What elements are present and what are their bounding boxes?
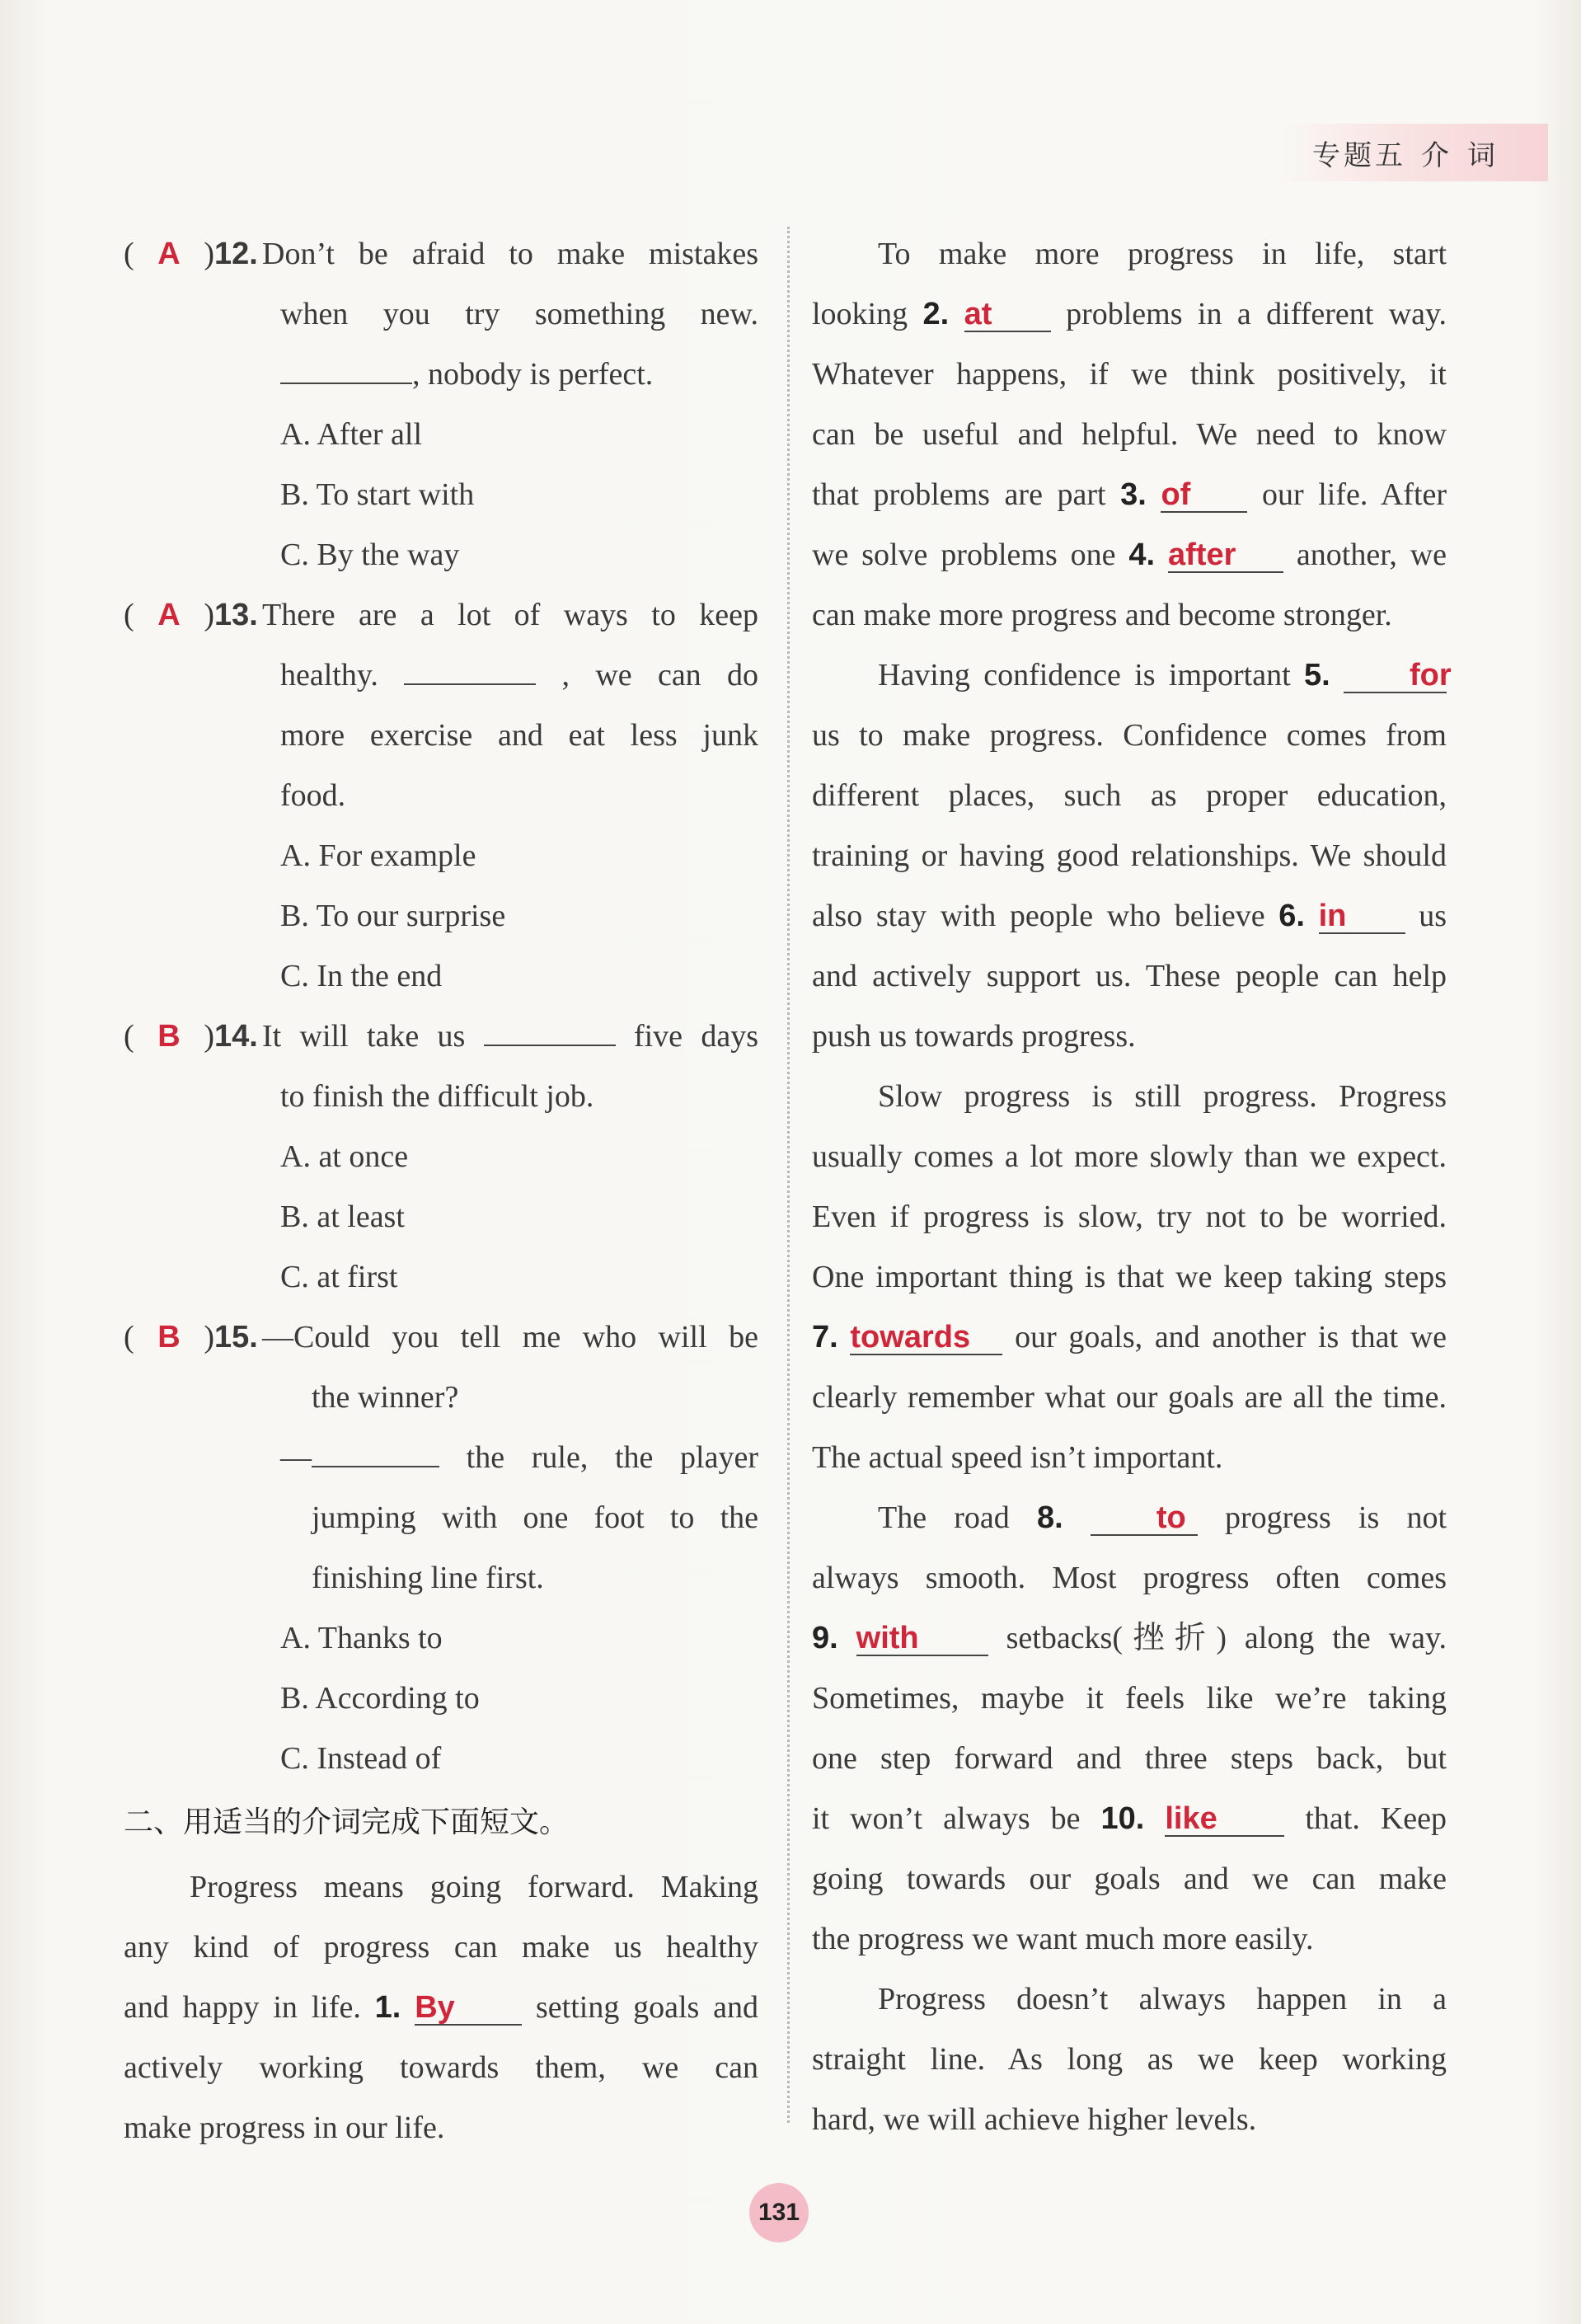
answer-blank[interactable] [404,659,536,685]
option-b: B. To our surprise [280,899,506,933]
page-number-badge: 131 [749,2183,809,2242]
passage-line: Progress means going forward. Making [190,1870,758,1904]
answer-letter: A [157,237,181,271]
header-title-b: 词 [1467,139,1499,172]
passage-line: usually comes a lot more slowly than we expect. [812,1139,1447,1174]
question-14 [124,1007,758,1308]
page-header [1279,124,1548,181]
fill-blank-10[interactable]: like [1165,1802,1284,1837]
passage-line: Whatever happens, if we think positively, it [812,357,1447,392]
fill-blank-7[interactable]: towards [850,1321,1002,1355]
passage-paragraph-4 [812,1067,1447,1488]
fill-blank-6[interactable]: in [1319,899,1405,934]
option-b: B. at least [280,1200,405,1234]
option-b: B. To start with [280,477,475,512]
passage-line: it won’t always be 10. like that. Keep [812,1801,1447,1836]
passage-line: clearly remember what our goals are all the time. [812,1380,1447,1415]
question-stem-line: There are a lot of ways to keep [262,598,758,632]
passage-paragraph-3 [812,646,1452,1067]
passage-line: can make more progress and become stronger. [812,598,1392,632]
passage-paragraph-1 [124,1857,758,2158]
answer-letter: A [157,598,181,632]
fill-blank-2[interactable]: at [964,298,1051,332]
passage-line: training or having good relationships. We should [812,838,1447,873]
question-15 [124,1308,758,1789]
passage-line: and happy in life. 1. By setting goals and [124,1990,759,2025]
question-stem-line: more exercise and eat less junk [280,718,758,753]
left-column [124,224,758,2158]
passage-line: also stay with people who believe 6. in us [812,899,1447,933]
fill-blank-5[interactable]: for [1344,659,1447,693]
passage-line: push us towards progress. [812,1019,1136,1054]
header-title-a: 介 [1421,139,1452,172]
section-title: 二、用适当的介词完成下面短文。 [124,1805,570,1839]
question-stem-line: food. [280,778,346,813]
passage-line: 7. towards our goals, and another is that we [812,1320,1447,1354]
passage-line: the progress we want much more easily. [812,1922,1314,1956]
fill-blank-4[interactable]: after [1168,538,1283,573]
question-12 [124,224,758,585]
question-stem-line: jumping with one foot to the [312,1500,758,1535]
answer-paren: ( B ) [124,1007,214,1067]
option-c: C. at first [280,1260,398,1294]
option-c: C. By the way [280,538,460,572]
passage-line: One important thing is that we keep taking steps [812,1260,1447,1294]
answer-paren: ( A ) [124,224,214,284]
answer-paren: ( B ) [124,1308,214,1368]
passage-line: 9. with setbacks(挫折) along the way. [812,1621,1447,1655]
question-number: 13. [214,598,258,632]
answer-blank[interactable] [312,1441,439,1467]
passage-line: looking 2. at problems in a different way. [812,297,1447,331]
passage-line: Even if progress is slow, try not to be worried. [812,1200,1447,1234]
question-stem-line: when you try something new. [280,297,758,331]
passage-line: The actual speed isn’t important. [812,1440,1223,1475]
passage-line: To make more progress in life, start [878,237,1447,271]
question-number: 12. [214,237,258,271]
passage-line: we solve problems one 4. after another, we [812,538,1447,572]
passage-line: that problems are part 3. of our life. After [812,477,1447,512]
option-a: A. After all [280,417,423,452]
fill-blank-9[interactable]: with [856,1622,988,1656]
passage-line: hard, we will achieve higher levels. [812,2102,1257,2137]
question-number: 14. [214,1019,258,1054]
passage-line: and actively support us. These people can help [812,959,1447,993]
passage-line: different places, such as proper education, [812,778,1447,813]
fill-blank-3[interactable]: of [1161,478,1247,513]
question-stem-line: , nobody is perfect. [124,345,758,405]
passage-line: straight line. As long as we keep working [812,2042,1447,2077]
question-stem-line: It will take us five days [262,1019,759,1054]
answer-letter: B [157,1019,181,1054]
option-c: C. Instead of [280,1741,442,1776]
right-column [812,224,1452,2150]
option-a: A. at once [280,1139,409,1174]
passage-line: going towards our goals and we can make [812,1862,1447,1896]
passage-paragraph-2 [812,224,1447,646]
question-stem-line: Don’t be afraid to make mistakes [262,237,758,271]
passage-line: us to make progress. Confidence comes from [812,718,1447,753]
option-b: B. According to [280,1681,480,1716]
passage-line: any kind of progress can make us healthy [124,1930,758,1965]
question-number: 15. [214,1320,258,1354]
option-a: A. Thanks to [280,1621,443,1655]
passage-line: one step forward and three steps back, but [812,1741,1447,1776]
answer-letter: B [157,1320,181,1354]
option-a: A. For example [280,838,476,873]
passage-paragraph-5 [812,1488,1447,1970]
passage-line: Sometimes, maybe it feels like we’re taking [812,1681,1447,1716]
answer-paren: ( A ) [124,585,214,646]
passage-paragraph-6 [812,1970,1447,2150]
question-stem-line: the winner? [312,1380,459,1415]
question-stem-line: healthy. , we can do [280,658,758,693]
passage-line: The road 8. to progress is not [878,1500,1447,1535]
passage-line: can be useful and helpful. We need to know [812,417,1447,452]
option-c: C. In the end [280,959,443,993]
passage-line: always smooth. Most progress often comes [812,1561,1447,1595]
question-stem-line: —Could you tell me who will be [262,1320,758,1354]
answer-blank[interactable] [280,358,412,384]
passage-line: Slow progress is still progress. Progress [878,1079,1447,1114]
question-stem-line: to finish the difficult job. [280,1079,594,1114]
passage-line: Progress doesn’t always happen in a [878,1982,1447,2016]
passage-line: Having confidence is important 5. for [878,658,1452,693]
header-topic: 专题五 [1312,139,1406,172]
passage-line: actively working towards them, we can [124,2050,758,2085]
fill-blank-1[interactable]: By [415,1991,522,2026]
question-13 [124,585,758,1007]
column-divider [787,227,790,2123]
question-stem-line: finishing line first. [312,1561,544,1595]
question-stem-line: — the rule, the player [280,1440,758,1475]
fill-blank-8[interactable]: to [1091,1501,1198,1536]
passage-line: make progress in our life. [124,2110,445,2145]
answer-blank[interactable] [484,1020,616,1046]
